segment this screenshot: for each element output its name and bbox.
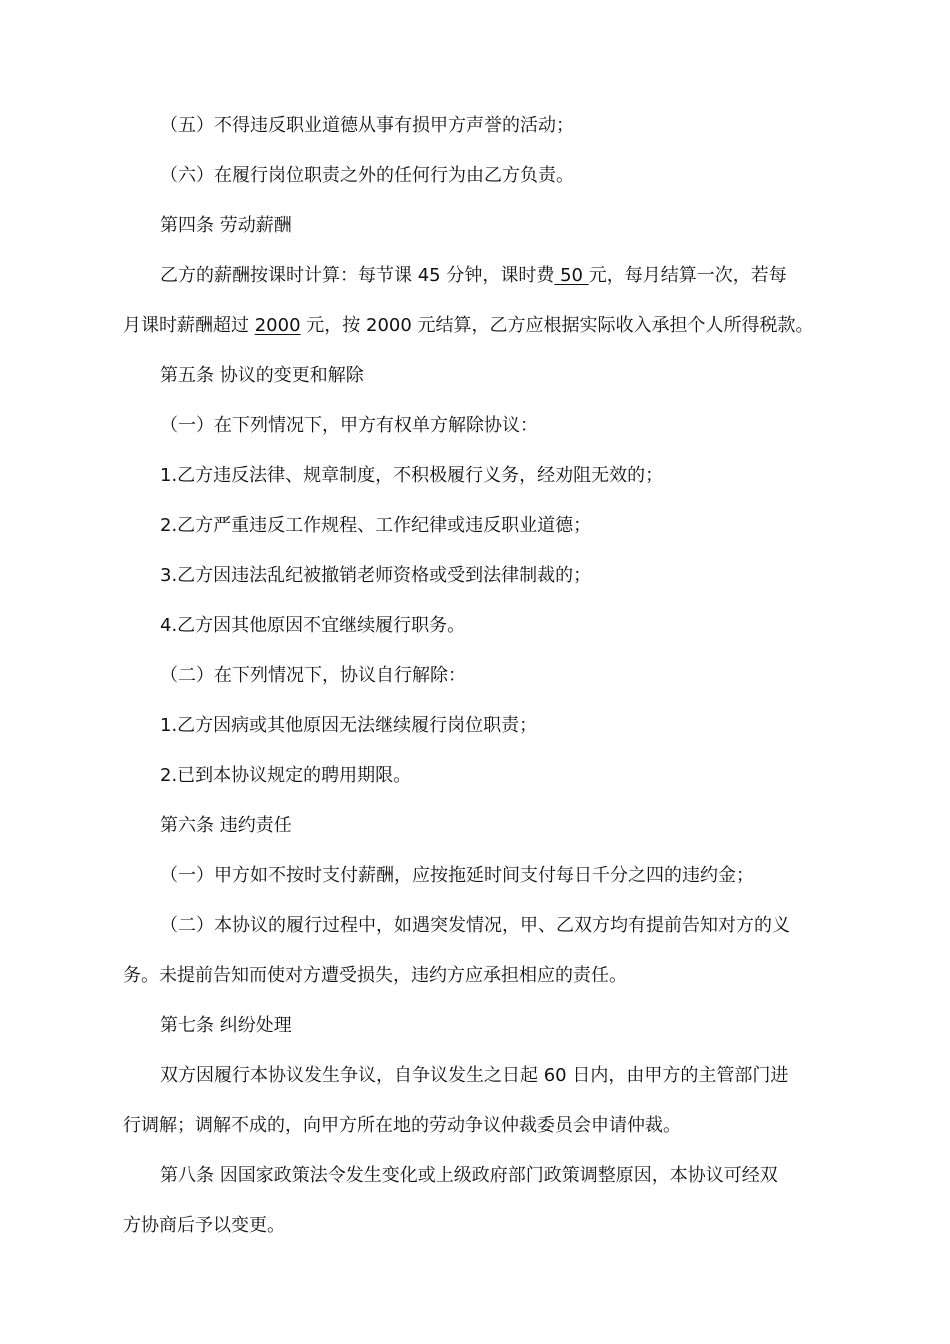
article-5-item-2: 2.乙方严重违反工作规程、工作纪律或违反职业道德； bbox=[160, 515, 592, 536]
hourly-fee-value: 50 bbox=[554, 265, 589, 286]
article-5-item-3: 3.乙方因违法乱纪被撤销老师资格或受到法律制裁的； bbox=[160, 565, 592, 586]
salary-paragraph-line-1 bbox=[160, 264, 835, 288]
article-6-item-1: （一）甲方如不按时支付薪酬，应按拖延时间支付每日千分之四的违约金； bbox=[160, 865, 754, 886]
article-6-item-2-line-2: 务。未提前告知而使对方遭受损失，违约方应承担相应的责任。 bbox=[123, 965, 627, 986]
article-5-item-1: 1.乙方违反法律、规章制度，不积极履行义务，经劝阻无效的； bbox=[160, 465, 664, 486]
article-5-section-2: （二）在下列情况下，协议自行解除： bbox=[160, 665, 466, 686]
article-7-paragraph-line-2: 行调解；调解不成的，向甲方所在地的劳动争议仲裁委员会申请仲裁。 bbox=[123, 1115, 681, 1136]
salary-cap-value: 2000 bbox=[254, 315, 301, 336]
article-5-item-4: 4.乙方因其他原因不宜继续履行职务。 bbox=[160, 615, 466, 636]
article-5-heading: 第五条 协议的变更和解除 bbox=[160, 365, 364, 386]
salary-text-c: 月课时薪酬超过 bbox=[123, 315, 255, 336]
article-6-item-2-line-1: （二）本协议的履行过程中，如遇突发情况，甲、乙双方均有提前告知对方的义 bbox=[160, 915, 790, 936]
salary-text-a: 乙方的薪酬按课时计算：每节课 45 分钟，课时费 bbox=[160, 265, 555, 286]
article-5-section-2-item-1: 1.乙方因病或其他原因无法继续履行岗位职责； bbox=[160, 715, 538, 736]
article-7-heading: 第七条 纠纷处理 bbox=[160, 1015, 292, 1036]
article-6-heading: 第六条 违约责任 bbox=[160, 815, 292, 836]
article-5-section-1: （一）在下列情况下，甲方有权单方解除协议： bbox=[160, 415, 538, 436]
salary-paragraph-line-2 bbox=[123, 314, 835, 338]
article-8-line-2: 方协商后予以变更。 bbox=[123, 1215, 285, 1236]
article-8-line-1: 第八条 因国家政策法令发生变化或上级政府部门政策调整原因，本协议可经双 bbox=[160, 1165, 778, 1186]
salary-text-d: 元，按 2000 元结算，乙方应根据实际收入承担个人所得税款。 bbox=[300, 315, 814, 336]
clause-3-item-6: （六）在履行岗位职责之外的任何行为由乙方负责。 bbox=[160, 165, 574, 186]
clause-3-item-5: （五）不得违反职业道德从事有损甲方声誉的活动； bbox=[160, 115, 574, 136]
article-4-heading: 第四条 劳动薪酬 bbox=[160, 215, 292, 236]
salary-text-b: 元，每月结算一次，若每 bbox=[588, 265, 787, 286]
article-7-paragraph-line-1: 双方因履行本协议发生争议，自争议发生之日起 60 日内，由甲方的主管部门进 bbox=[160, 1065, 789, 1086]
article-5-section-2-item-2: 2.已到本协议规定的聘用期限。 bbox=[160, 765, 412, 786]
